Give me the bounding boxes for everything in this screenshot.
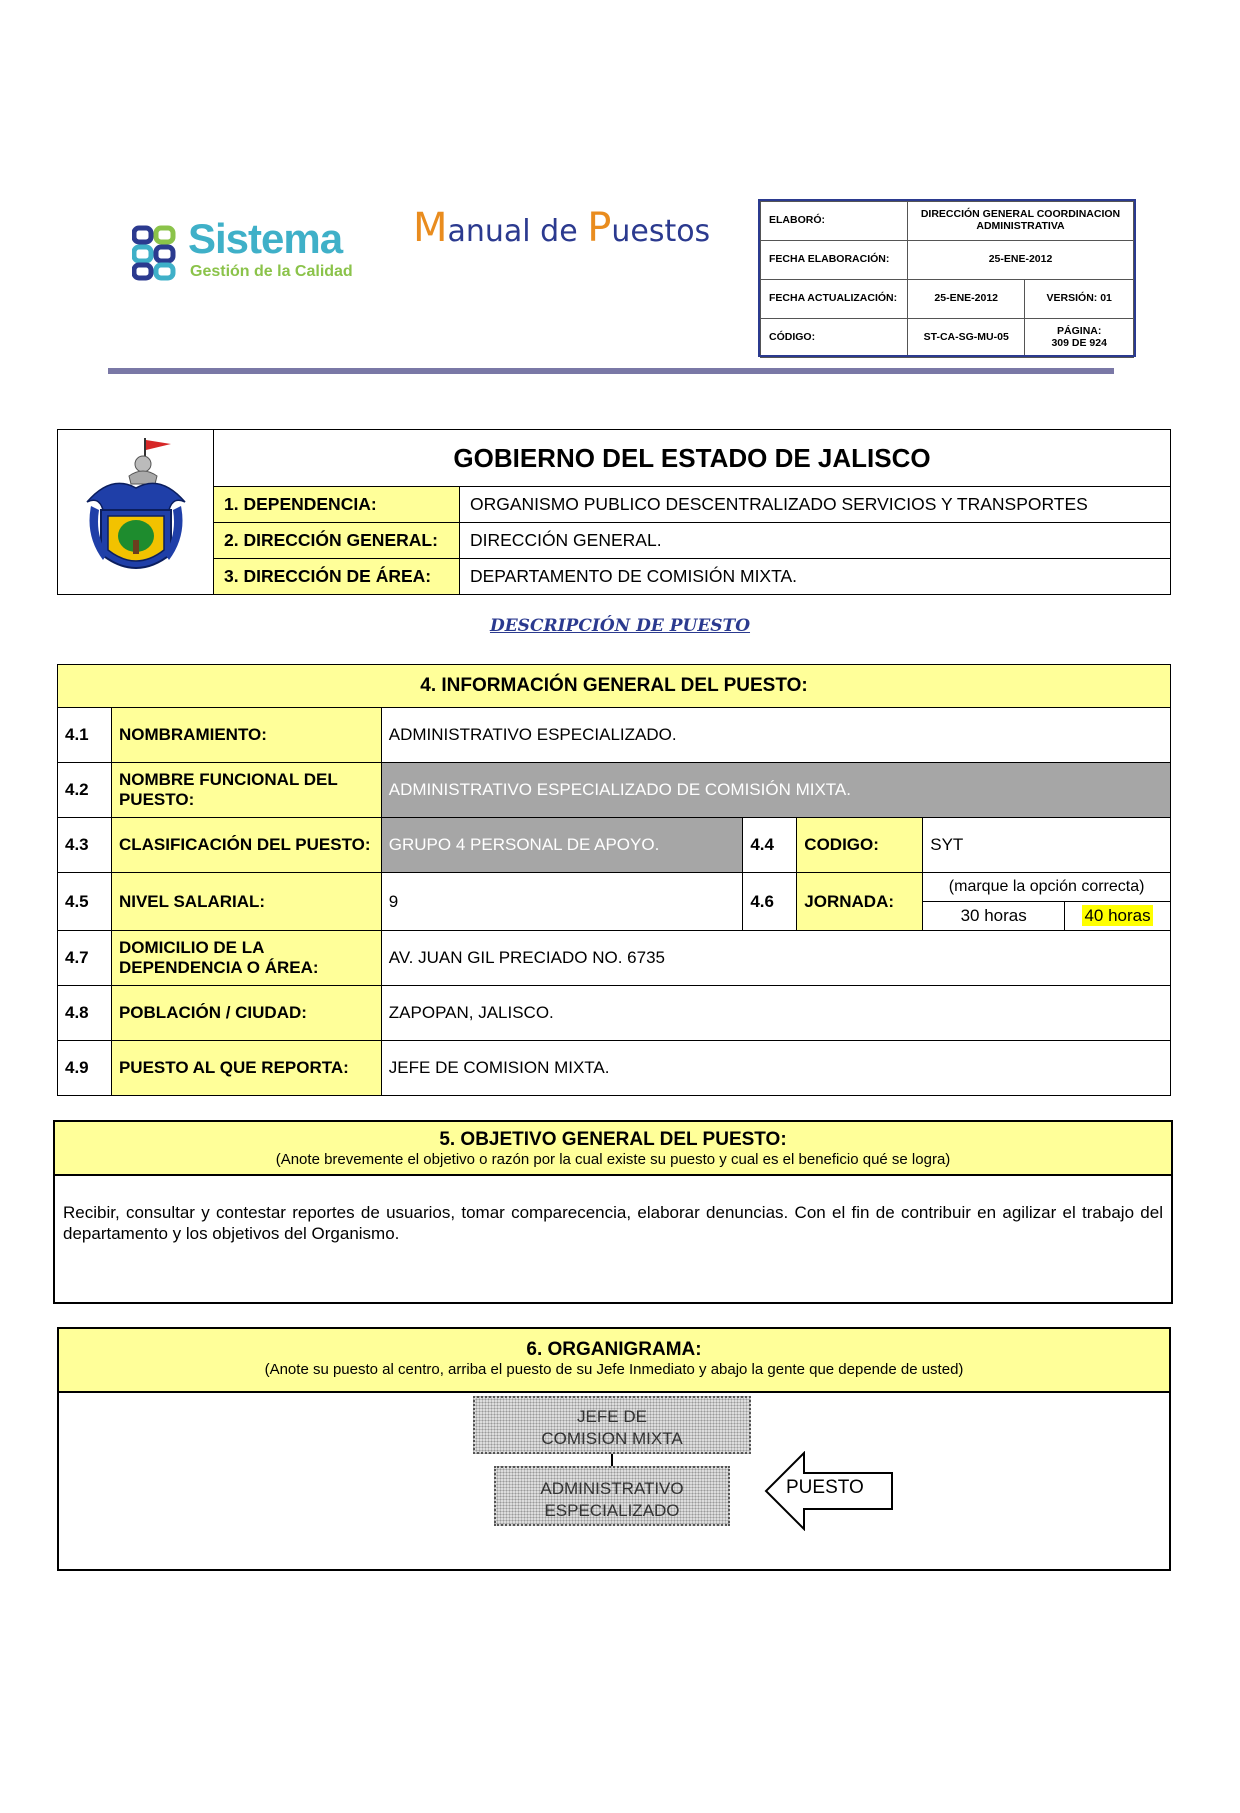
objective-header — [55, 1122, 1171, 1176]
nombramiento-label: NOMBRAMIENTO: — [111, 708, 381, 763]
nivel-salarial-value: 9 — [381, 873, 743, 931]
nombre-funcional-label: NOMBRE FUNCIONAL DEL PUESTO: — [111, 763, 381, 818]
version-value: VERSIÓN: 01 — [1025, 280, 1134, 319]
domicilio-label: DOMICILIO DE LA DEPENDENCIA O ÁREA: — [111, 931, 381, 986]
jornada-selected: 40 horas — [1084, 906, 1151, 925]
jornada-label: JORNADA: — [797, 873, 923, 931]
jornada-option-30[interactable]: 30 horas — [923, 902, 1065, 931]
reporta-value: JEFE DE COMISION MIXTA. — [381, 1041, 1170, 1096]
codigo-puesto-label: CODIGO: — [797, 818, 923, 873]
row-number: 4.5 — [58, 873, 112, 931]
row-number: 4.4 — [743, 818, 797, 873]
dependencia-value: ORGANISMO PUBLICO DESCENTRALIZADO SERVICIOS Y TRANSPORTES — [460, 487, 1171, 523]
domicilio-value: AV. JUAN GIL PRECIADO NO. 6735 — [381, 931, 1170, 986]
jornada-option-40[interactable] — [1065, 902, 1171, 931]
header-divider — [108, 368, 1114, 374]
direccion-general-value: DIRECCIÓN GENERAL. — [460, 523, 1171, 559]
fecha-actualizacion-label: FECHA ACTUALIZACIÓN: — [761, 280, 908, 319]
jornada-note: (marque la opción correcta) — [923, 873, 1171, 902]
nivel-salarial-label: NIVEL SALARIAL: — [111, 873, 381, 931]
reporta-label: PUESTO AL QUE REPORTA: — [111, 1041, 381, 1096]
brand-name: Sistema — [188, 215, 343, 262]
row-number: 4.2 — [58, 763, 112, 818]
org-chart-note: (Anote su puesto al centro, arriba el puesto de su Jefe Inmediato y abajo la gente que depende de usted) — [264, 1361, 964, 1378]
row-number: 4.6 — [743, 873, 797, 931]
jalisco-crest-icon — [81, 436, 191, 584]
nombre-funcional-value: ADMINISTRATIVO ESPECIALIZADO DE COMISIÓN MIXTA. — [381, 763, 1170, 818]
row-number: 4.7 — [58, 931, 112, 986]
direccion-general-label: 2. DIRECCIÓN GENERAL: — [214, 523, 460, 559]
manual-title: Manual de Puestos — [413, 205, 711, 251]
government-title: GOBIERNO DEL ESTADO DE JALISCO — [214, 430, 1171, 487]
general-info-table — [57, 664, 1171, 1096]
objective-note: (Anote brevemente el objetivo o razón por la cual existe su puesto y cual es el beneficio qué se logra) — [275, 1151, 951, 1168]
government-table — [57, 429, 1171, 595]
row-number: 4.8 — [58, 986, 112, 1041]
codigo-value: ST-CA-SG-MU-05 — [908, 319, 1025, 358]
arrow-label: PUESTO — [786, 1477, 864, 1498]
poblacion-label: POBLACIÓN / CIUDAD: — [111, 986, 381, 1041]
elaboro-value: DIRECCIÓN GENERAL COORDINACION ADMINISTRATIVA — [908, 202, 1134, 241]
direccion-area-value: DEPARTAMENTO DE COMISIÓN MIXTA. — [460, 559, 1171, 595]
objective-section — [53, 1120, 1173, 1304]
codigo-label: CÓDIGO: — [761, 319, 908, 358]
row-number: 4.9 — [58, 1041, 112, 1096]
description-title: DESCRIPCIÓN DE PUESTO — [489, 616, 751, 636]
direccion-area-label: 3. DIRECCIÓN DE ÁREA: — [214, 559, 460, 595]
objective-text: Recibir, consultar y contestar reportes de usuarios, tomar comparecencia, elaborar denuncias. Con el fin de contribuir en agilizar el trabajo del departamento y los objetivos del Organismo. — [63, 1203, 1163, 1244]
brand-subtitle: Gestión de la Calidad — [190, 263, 353, 280]
org-chart-header — [59, 1329, 1169, 1393]
dependencia-label: 1. DEPENDENCIA: — [214, 487, 460, 523]
codigo-puesto-value: SYT — [923, 818, 1171, 873]
fecha-elaboracion-value: 25-ENE-2012 — [908, 241, 1134, 280]
row-number: 4.3 — [58, 818, 112, 873]
objective-title: 5. OBJETIVO GENERAL DEL PUESTO: — [439, 1129, 787, 1150]
org-box-boss: JEFE DE COMISION MIXTA — [473, 1396, 751, 1454]
sistema-logo-icon — [132, 225, 178, 281]
poblacion-value: ZAPOPAN, JALISCO. — [381, 986, 1170, 1041]
clasificacion-value: GRUPO 4 PERSONAL DE APOYO. — [381, 818, 743, 873]
clasificacion-label: CLASIFICACIÓN DEL PUESTO: — [111, 818, 381, 873]
org-chart-title: 6. ORGANIGRAMA: — [526, 1339, 702, 1360]
document-meta-table — [760, 201, 1134, 358]
fecha-elaboracion-label: FECHA ELABORACIÓN: — [761, 241, 908, 280]
pagina-value: PÁGINA: 309 DE 924 — [1025, 319, 1134, 358]
section4-title: 4. INFORMACIÓN GENERAL DEL PUESTO: — [58, 665, 1171, 708]
org-connector — [611, 1454, 613, 1466]
row-number: 4.1 — [58, 708, 112, 763]
elaboro-label: ELABORÓ: — [761, 202, 908, 241]
org-box-position: ADMINISTRATIVO ESPECIALIZADO — [494, 1466, 730, 1526]
jalisco-crest — [58, 430, 214, 595]
fecha-actualizacion-value: 25-ENE-2012 — [908, 280, 1025, 319]
org-chart-section — [57, 1327, 1171, 1571]
nombramiento-value: ADMINISTRATIVO ESPECIALIZADO. — [381, 708, 1170, 763]
